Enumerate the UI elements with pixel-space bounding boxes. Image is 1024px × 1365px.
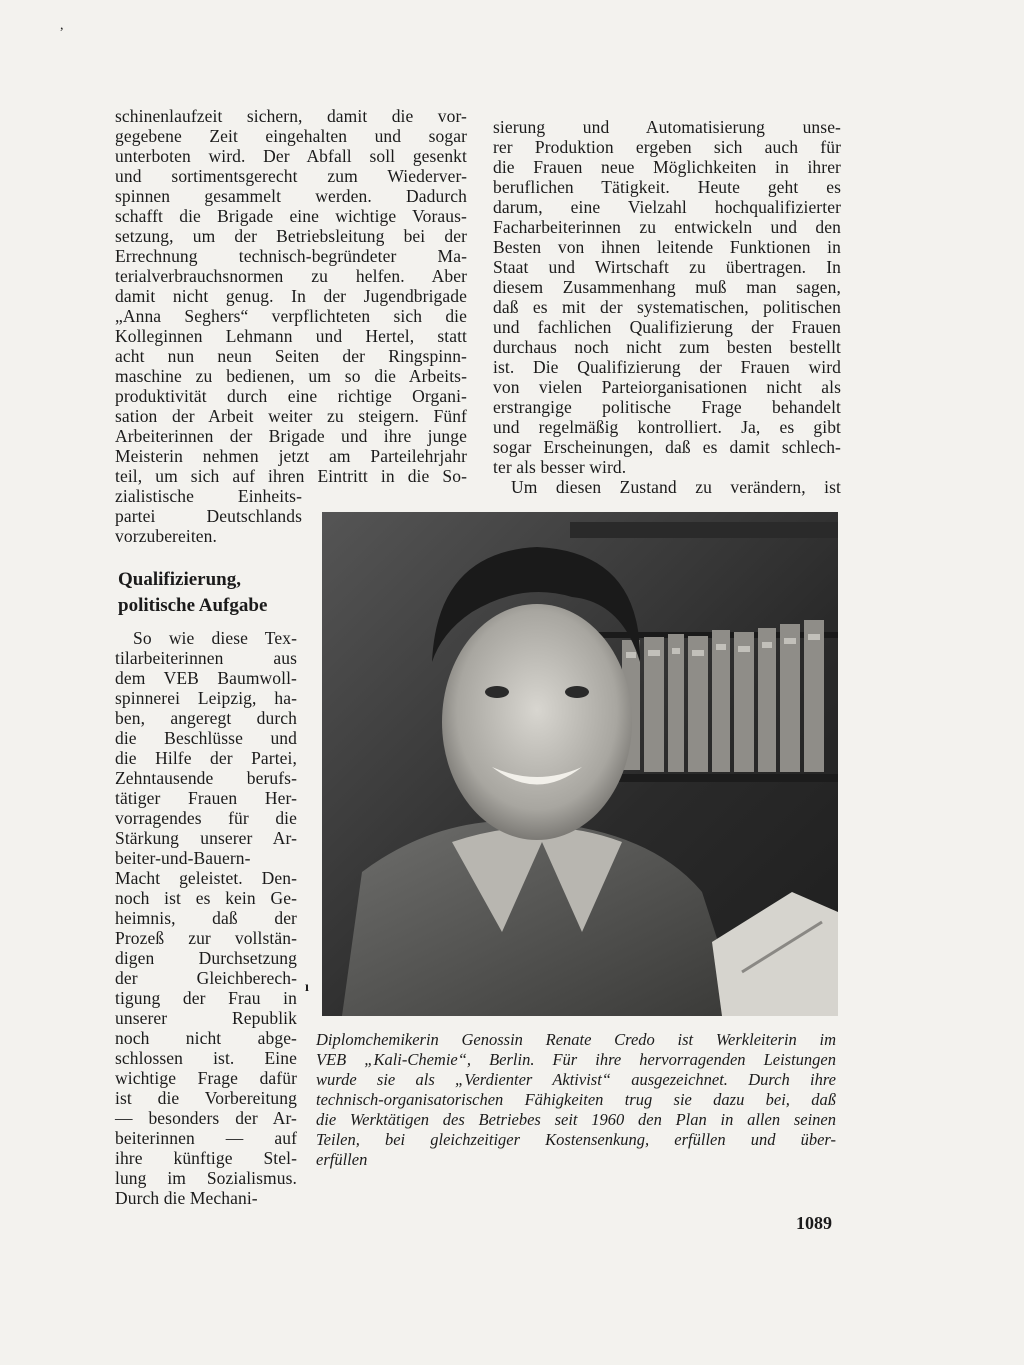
text-line: Arbeiterinnen der Brigade und ihre junge [115,426,467,446]
section-heading-line: politische Aufgabe [118,595,268,616]
text-line: acht nun neun Seiten der Ringspinn- [115,346,467,366]
text-line: vorzubereiten. [115,526,217,546]
print-mark: , [60,18,64,33]
text-line: wichtige Frage dafür [115,1068,297,1088]
text-line: lung im Sozialismus. [115,1168,297,1188]
text-line: So wie diese Tex- [133,628,297,648]
text-line: ihre künftige Stel- [115,1148,297,1168]
text-line: terialverbrauchsnormen zu helfen. Aber [115,266,467,286]
caption-line: VEB „Kali-Chemie“, Berlin. Für ihre hervorragenden Leistungen [316,1050,836,1069]
text-line: durchaus noch nicht zum besten bestellt [493,337,841,357]
text-line: dem VEB Baumwoll- [115,668,297,688]
text-line: tilarbeiterinnen aus [115,648,297,668]
caption-line: wurde sie als „Verdienter Aktivist“ ausgezeichnet. Durch ihre [316,1070,836,1089]
text-line: spinnerei Leipzig, ha- [115,688,297,708]
text-line: setzung, um der Betriebsleitung bei der [115,226,467,246]
text-line: digen Durchsetzung [115,948,297,968]
text-line: produktivität durch eine richtige Organi- [115,386,467,406]
text-line: unserer Republik [115,1008,297,1028]
text-line: und regelmäßig kontrolliert. Ja, es gibt [493,417,841,437]
text-line: tigung der Frau in [115,988,297,1008]
text-line: schafft die Brigade eine wichtige Voraus- [115,206,467,226]
text-line: noch nicht abge- [115,1028,297,1048]
text-line: erstrangige politische Frage behandelt [493,397,841,417]
text-line: Staat und Wirtschaft zu übertragen. In [493,257,841,277]
caption-line: Diplomchemikerin Genossin Renate Credo ist Werkleiterin im [316,1030,836,1049]
text-line: ist die Vorbereitung [115,1088,297,1108]
text-line: heimnis, daß der [115,908,297,928]
text-line: gegebene Zeit eingehalten und sogar [115,126,467,146]
text-line: Facharbeiterinnen zu entwickeln und den [493,217,841,237]
text-line: beiterinnen — auf [115,1128,297,1148]
text-line: Prozeß zur vollstän- [115,928,297,948]
text-line: beiter-und-Bauern- [115,848,251,868]
text-line: Durch die Mechani- [115,1188,258,1208]
text-line: Besten von ihnen leitende Funktionen in [493,237,841,257]
text-line: die Beschlüsse und [115,728,297,748]
text-line: noch ist es kein Ge- [115,888,297,908]
text-line: rer Produktion ergeben sich auch für [493,137,841,157]
text-line: sation der Arbeit weiter zu steigern. Fünf [115,406,467,426]
caption-line: die Werktätigen des Betriebes seit 1960 den Plan in allen seinen [316,1110,836,1129]
text-line: schlossen ist. Eine [115,1048,297,1068]
text-line: Um diesen Zustand zu verändern, ist [511,477,841,497]
text-line: der Gleichberech- [115,968,297,988]
text-line: ist. Die Qualifizierung der Frauen wird [493,357,841,377]
portrait-photo [322,512,838,1016]
text-line: daß es mit der systematischen, politischen [493,297,841,317]
text-line: damit nicht genug. In der Jugendbrigade [115,286,467,306]
text-line: Macht geleistet. Den- [115,868,297,888]
text-line: beruflichen Tätigkeit. Heute geht es [493,177,841,197]
text-line: Errechnung technisch-begründeter Ma- [115,246,467,266]
text-line: darum, eine Vielzahl hochqualifizierter [493,197,841,217]
text-line: von vielen Parteiorganisationen nicht als [493,377,841,397]
text-line: teil, um sich auf ihren Eintritt in die So- [115,466,467,486]
text-line: ter als besser wird. [493,457,627,477]
page-number: 1089 [796,1213,832,1233]
text-line: zialistische Einheits- [115,486,302,506]
text-line: tätiger Frauen Her- [115,788,297,808]
text-line: und fachlichen Qualifizierung der Frauen [493,317,841,337]
text-line: — besonders der Ar- [115,1108,297,1128]
text-line: die Hilfe der Partei, [115,748,297,768]
text-line: Meisterin nehmen jetzt am Parteilehrjahr [115,446,467,466]
text-line: partei Deutschlands [115,506,302,526]
text-line: Stärkung unserer Ar- [115,828,297,848]
text-line: diesem Zusammenhang muß man sagen, [493,277,841,297]
text-line: unterboten wird. Der Abfall soll gesenkt [115,146,467,166]
text-line: und sortimentsgerecht zum Wiederver- [115,166,467,186]
text-line: maschine zu bedienen, um so die Arbeits- [115,366,467,386]
text-line: sogar Erscheinungen, daß es damit schlech- [493,437,841,457]
text-line: ben, angeregt durch [115,708,297,728]
section-heading-line: Qualifizierung, [118,569,241,590]
text-line: Kolleginnen Lehmann und Hertel, statt [115,326,467,346]
caption-line: Teilen, bei gleichzeitiger Kostensenkung, erfüllen und über- [316,1130,836,1149]
text-line: Zehntausende berufs- [115,768,297,788]
caption-line: technisch-organisatorischen Fähigkeiten trug sie dazu bei, daß [316,1090,836,1109]
text-line: vorragendes für die [115,808,297,828]
text-line: schinenlaufzeit sichern, damit die vor- [115,106,467,126]
text-line: „Anna Seghers“ verpflichteten sich die [115,306,467,326]
print-mark: ı [305,980,309,995]
portrait-photo-art [322,512,838,1016]
text-line: sierung und Automatisierung unse- [493,117,841,137]
text-line: die Frauen neue Möglichkeiten in ihrer [493,157,841,177]
text-line: spinnen gesammelt werden. Dadurch [115,186,467,206]
caption-line: erfüllen [316,1150,368,1169]
